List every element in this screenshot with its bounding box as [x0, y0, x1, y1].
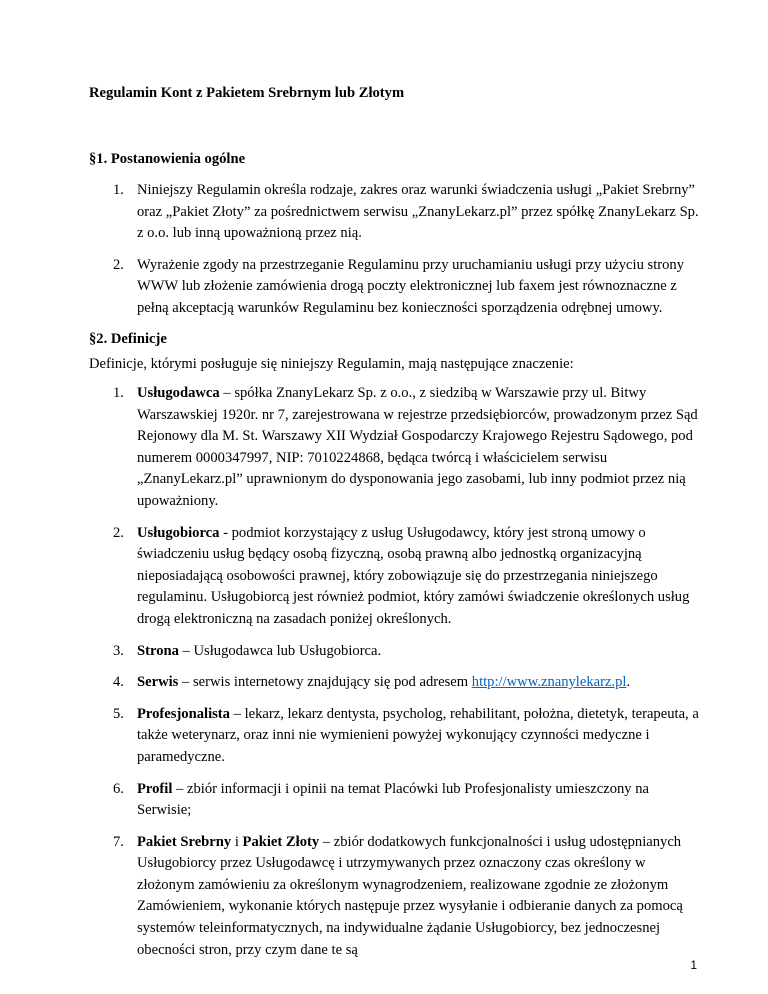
list-item-number: 2.	[113, 524, 124, 541]
list-item	[0, 523, 768, 631]
list-item-number: 4.	[113, 674, 124, 691]
definition-text: – lekarz, lekarz dentysta, psycholog, rehabilitant, położna, dietetyk, terapeuta, a także weterynarz, oraz inni nie wymienieni powyżej wykonujący czynności medyczne i paramedyczne.	[137, 705, 699, 765]
section-2-intro: Definicje, którymi posługuje się niniejszy Regulamin, mają następujące znaczenie:	[89, 356, 574, 372]
list-item-number: 7.	[113, 833, 124, 850]
list-item-number: 6.	[113, 780, 124, 797]
list-item-number: 1.	[113, 385, 124, 401]
list-item	[0, 779, 768, 822]
definition-term: Profesjonalista	[137, 705, 230, 722]
section-1-list	[0, 180, 768, 320]
page-number: 1	[690, 958, 697, 972]
definition-text: - podmiot korzystający z usług Usługodawcy, który jest stroną umowy o świadczeniu usług będący osobą fizyczną, osobą prawną albo jednostką organizacyjną nieposiadającą osobowości prawnej, który zobowiązuje się do przestrzegania niniejszego regulaminu. Usługobiorcą jest również podmiot, który zamówi świadczenie określonych usług drogą elektroniczną na zasadach poniżej określonych.	[137, 524, 690, 627]
section-2-heading: §2. Definicje	[89, 331, 167, 347]
definition-term: Pakiet Złoty	[242, 833, 320, 850]
definition-term: Pakiet Srebrny	[137, 833, 232, 850]
list-item	[0, 255, 768, 320]
list-item	[0, 180, 768, 245]
list-item-text: Wyrażenie zgody na przestrzeganie Regulaminu przy uruchamianiu usługi przy użyciu strony WWW lub złożenie zamówienia drogą poczty elektronicznej lub faxem jest równoznaczne z pełną akceptacją warunków Regulaminu bez konieczności sporządzenia odrębnej umowy.	[137, 256, 685, 316]
section-1-heading: §1. Postanowienia ogólne	[89, 151, 246, 167]
list-item-text: Niniejszy Regulamin określa rodzaje, zakres oraz warunki świadczenia usługi „Pakiet Srebrny” oraz „Pakiet Złoty” za pośrednictwem serwisu „ZnanyLekarz.pl” przez spółkę ZnanyLekarz Sp. z o.o. lub inną upoważnioną przez nią.	[137, 182, 699, 242]
serwis-link[interactable]: http://www.znanylekarz.pl	[471, 674, 627, 691]
list-item	[0, 704, 768, 769]
list-item	[0, 641, 768, 663]
definition-text-end: .	[626, 674, 631, 691]
definition-term: Usługodawca	[137, 385, 220, 401]
list-item-number: 3.	[113, 642, 124, 659]
list-item-number: 1.	[113, 182, 124, 198]
definition-text: – zbiór informacji i opinii na temat Placówki lub Profesjonalisty umieszczony na Serwisie;	[137, 780, 650, 819]
definition-term: Strona	[137, 642, 179, 659]
definition-text: – Usługodawca lub Usługobiorca.	[178, 642, 382, 659]
definition-text: – zbiór dodatkowych funkcjonalności i usług udostępnianych Usługobiorcy przez Usługodawcę i utrzymywanych przez oznaczony czas określony w złożonym zamówieniu za określonym wynagrodzeniem, realizowane zgodnie ze złożonym Zamówieniem, wykonanie których następuje przez wysyłanie i odbieranie danych za pomocą systemów teleinformatycznych, na indywidualne żądanie Usługobiorcy, bez jednoczesnej obecności stron, przy czym dane te są	[137, 833, 683, 958]
definition-connector: i	[231, 833, 243, 850]
list-item-number: 5.	[113, 705, 124, 722]
definition-text: – spółka ZnanyLekarz Sp. z o.o., z siedzibą w Warszawie przy ul. Bitwy Warszawskiej 1920r. nr 7, zarejestrowana w rejestrze przedsiębiorców, prowadzonym przez Sąd Rejonowy dla M. St. Warszawy XII Wydział Gospodarczy Krajowego Rejestru Sądowego, pod numerem 0000347997, NIP: 7010224868, będąca twórcą i właścicielem serwisu „ZnanyLekarz.pl” uprawnionym do dysponowania jego zasobami, lub inny podmiot przez nią upoważniony.	[137, 385, 698, 509]
list-item-number: 2.	[113, 256, 124, 273]
section-2-list	[0, 383, 768, 961]
definition-text: – serwis internetowy znajdujący się pod adresem	[178, 674, 472, 691]
definition-term: Serwis	[137, 674, 179, 691]
list-item	[0, 832, 768, 962]
definition-term: Profil	[137, 780, 173, 797]
definition-term: Usługobiorca	[137, 524, 220, 541]
list-item	[0, 383, 768, 513]
list-item	[0, 672, 768, 694]
document-title: Regulamin Kont z Pakietem Srebrnym lub Złotym	[89, 85, 405, 101]
